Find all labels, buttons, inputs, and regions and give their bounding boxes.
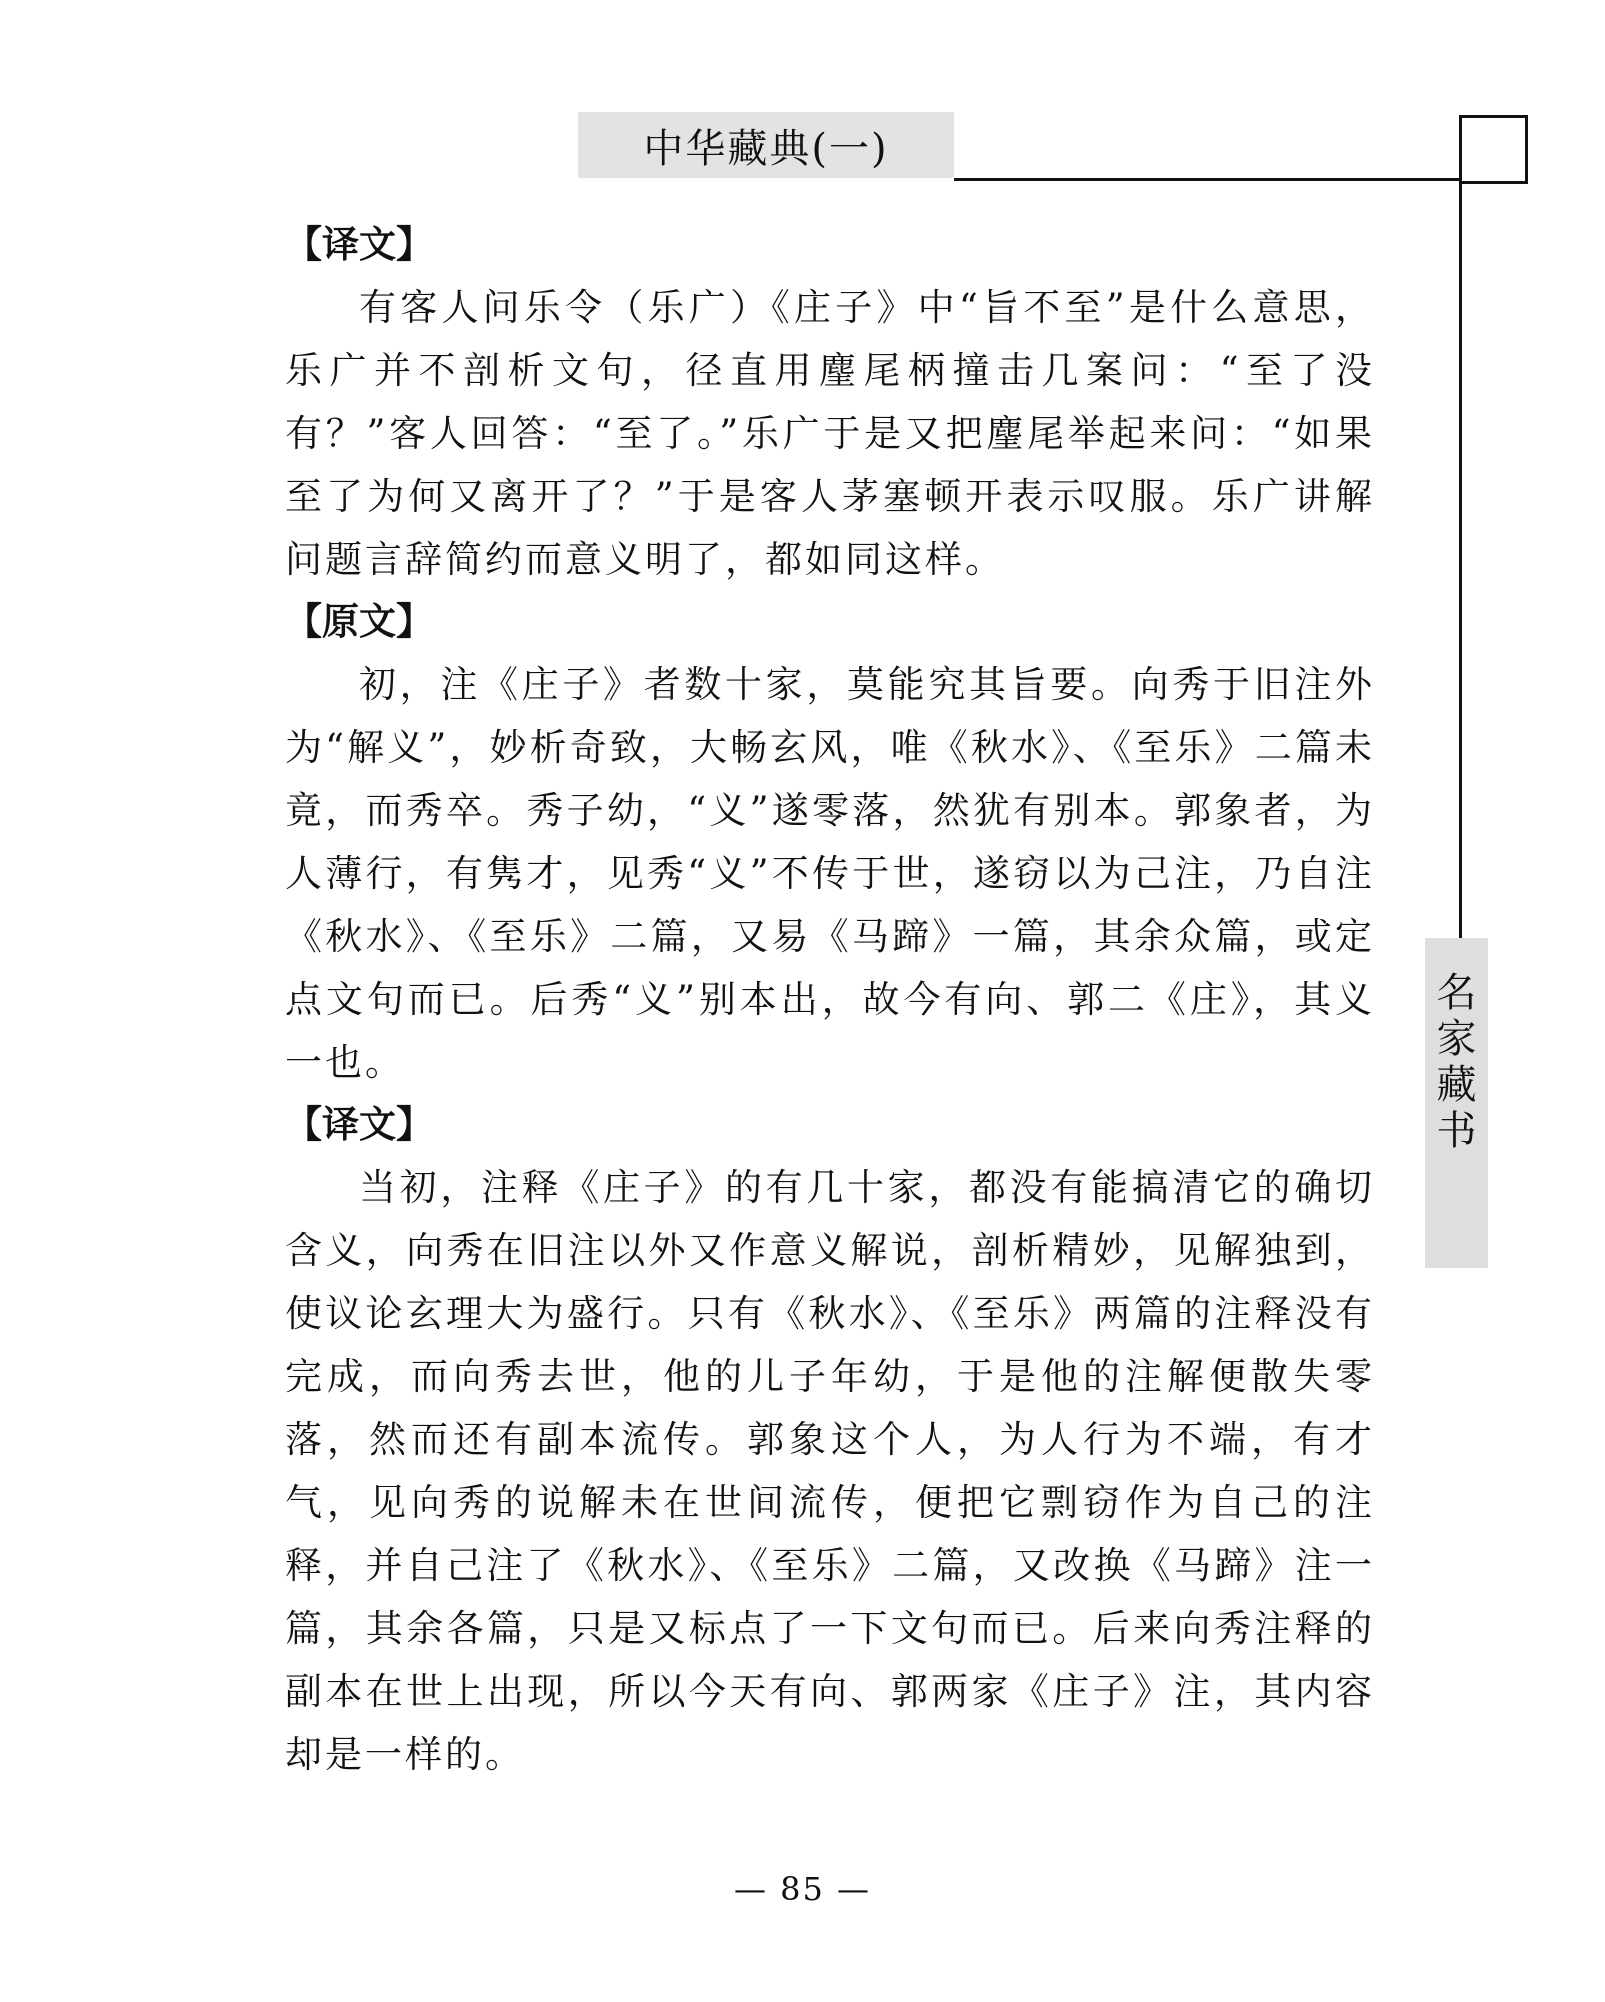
- paragraph: 当初，注释《庄子》的有几十家，都没有能搞清它的确切含义，向秀在旧注以外又作意义解说，剖析精妙，见解独到，使议论玄理大为盛行。只有《秋水》、《至乐》两篇的注释没有完成，而向秀去世，他的儿子年幼，于是他的注解便散失零落，然而还有副本流传。郭象这个人，为人行为不端，有才气，见向秀的说解未在世间流传，便把它剽窃作为自己的注释，并自己注了《秋水》、《至乐》二篇，又改换《马蹄》注一篇，其余各篇，只是又标点了一下文句而已。后来向秀注释的副本在世上出现，所以今天有向、郭两家《庄子》注，其内容却是一样的。: [285, 1166, 1375, 1776]
- corner-box-decoration: [1459, 115, 1528, 184]
- header-rule: [954, 178, 1459, 181]
- side-tab-char: 书: [1436, 1108, 1477, 1154]
- side-tab-char: 藏: [1436, 1062, 1477, 1108]
- main-text-body: [285, 214, 1375, 1786]
- book-title: 中华藏典(一): [643, 125, 889, 172]
- book-title-header: [578, 112, 954, 178]
- side-vertical-rule: [1459, 178, 1462, 940]
- section-original-text: [285, 591, 1375, 1094]
- section-translation-1: [285, 214, 1375, 591]
- page-number: — 85 —: [733, 1870, 872, 1908]
- side-section-tab: [1425, 938, 1488, 1268]
- paragraph: 初，注《庄子》者数十家，莫能究其旨要。向秀于旧注外为“解义”，妙析奇致，大畅玄风，唯《秋水》、《至乐》二篇未竟，而秀卒。秀子幼，“义”遂零落，然犹有别本。郭象者，为人薄行，有隽才，见秀“义”不传于世，遂窃以为己注，乃自注《秋水》、《至乐》二篇，又易《马蹄》一篇，其余众篇，或定点文句而已。后秀“义”别本出，故今有向、郭二《庄》，其义一也。: [285, 663, 1375, 1084]
- section-heading: 【译文】: [285, 1103, 433, 1146]
- side-tab-char: 家: [1436, 1016, 1477, 1062]
- side-tab-char: 名: [1436, 970, 1477, 1016]
- section-translation-2: [285, 1094, 1375, 1786]
- section-heading: 【原文】: [285, 600, 433, 643]
- paragraph: 有客人问乐令（乐广）《庄子》中“旨不至”是什么意思，乐广并不剖析文句，径直用麈尾柄撞击几案问：“至了没有？”客人回答：“至了。”乐广于是又把麈尾举起来问：“如果至了为何又离开了？”于是客人茅塞顿开表示叹服。乐广讲解问题言辞简约而意义明了，都如同这样。: [285, 286, 1375, 581]
- section-heading: 【译文】: [285, 223, 433, 266]
